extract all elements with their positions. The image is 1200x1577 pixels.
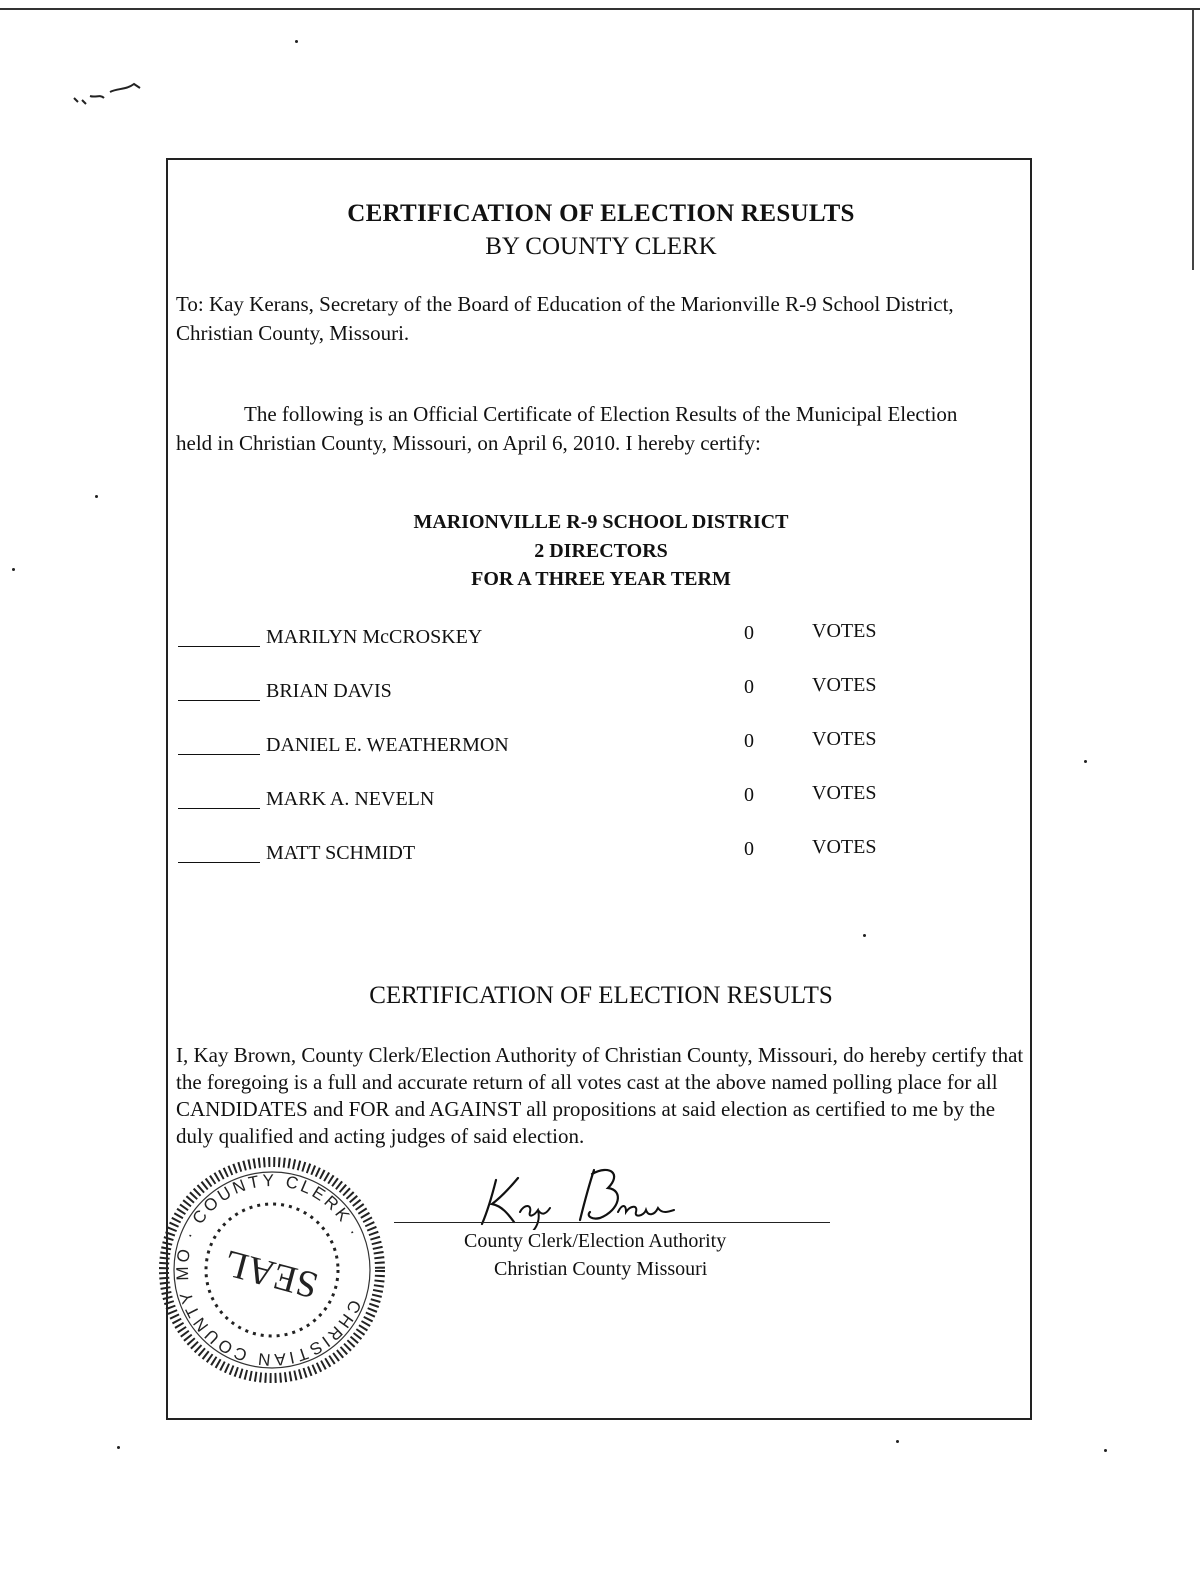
addressee-paragraph: To: Kay Kerans, Secretary of the Board of Education of the Marionville R-9 School District, Christian County, Missouri. (176, 292, 954, 345)
scan-speck (12, 568, 15, 571)
vote-blank-line (178, 840, 260, 863)
vote-blank-line (178, 678, 260, 701)
candidate-row (178, 782, 978, 816)
handwritten-mark (70, 74, 150, 114)
candidate-votes: 0 (744, 676, 754, 698)
scan-speck (95, 495, 98, 498)
scan-speck (1104, 1449, 1107, 1452)
vote-blank-line (178, 786, 260, 809)
votes-label: VOTES (812, 674, 877, 696)
votes-label: VOTES (812, 728, 877, 750)
signature-caption-county: Christian County Missouri (494, 1258, 708, 1280)
vote-blank-line (178, 624, 260, 647)
seal-center-text: SEAL (219, 1241, 323, 1307)
race-term: FOR A THREE YEAR TERM (471, 568, 731, 590)
candidate-name: MARILYN McCROSKEY (266, 626, 483, 648)
race-district: MARIONVILLE R-9 SCHOOL DISTRICT (413, 511, 789, 533)
signature-line (394, 1222, 830, 1223)
scan-border-right (1192, 10, 1194, 270)
candidate-row (178, 836, 978, 870)
race-seats: 2 DIRECTORS (534, 540, 668, 562)
candidate-votes: 0 (744, 838, 754, 860)
scan-speck (295, 40, 298, 43)
candidate-name: BRIAN DAVIS (266, 680, 392, 702)
candidate-row (178, 728, 978, 762)
candidate-name: MARK A. NEVELN (266, 788, 435, 810)
candidate-votes: 0 (744, 784, 754, 806)
votes-label: VOTES (812, 836, 877, 858)
vote-blank-line (178, 732, 260, 755)
candidate-row (178, 674, 978, 708)
candidate-row (178, 620, 978, 654)
votes-label: VOTES (812, 782, 877, 804)
intro-paragraph: The following is an Official Certificate of Election Results of the Municipal Election held in Christian County, Missouri, on April 6, 2010. I hereby certify: (176, 402, 958, 455)
certification-paragraph: I, Kay Brown, County Clerk/Election Authority of Christian County, Missouri, do hereby certify that the foregoing is a full and accurate return of all votes cast at the above named polling place for all CANDIDATES and FOR and AGAINST all propositions at said election as certified to me by the duly qualified and acting judges of said election. (176, 1043, 1024, 1148)
candidate-votes: 0 (744, 622, 754, 644)
scan-speck (1084, 760, 1087, 763)
signature-caption-title: County Clerk/Election Authority (464, 1230, 727, 1252)
seal-ring-text: CHRISTIAN COUNTY MO · COUNTY CLERK · (172, 1170, 365, 1370)
candidate-votes: 0 (744, 730, 754, 752)
candidate-name: DANIEL E. WEATHERMON (266, 734, 509, 756)
candidate-name: MATT SCHMIDT (266, 842, 416, 864)
county-clerk-seal (152, 1150, 392, 1390)
scan-border-top (0, 8, 1200, 10)
votes-label: VOTES (812, 620, 877, 642)
scan-speck (117, 1446, 120, 1449)
handwritten-signature (468, 1160, 688, 1230)
certification-heading: CERTIFICATION OF ELECTION RESULTS (369, 982, 833, 1009)
scan-speck (896, 1440, 899, 1443)
certificate-title: CERTIFICATION OF ELECTION RESULTS (347, 200, 855, 227)
certificate-subtitle: BY COUNTY CLERK (485, 233, 717, 260)
